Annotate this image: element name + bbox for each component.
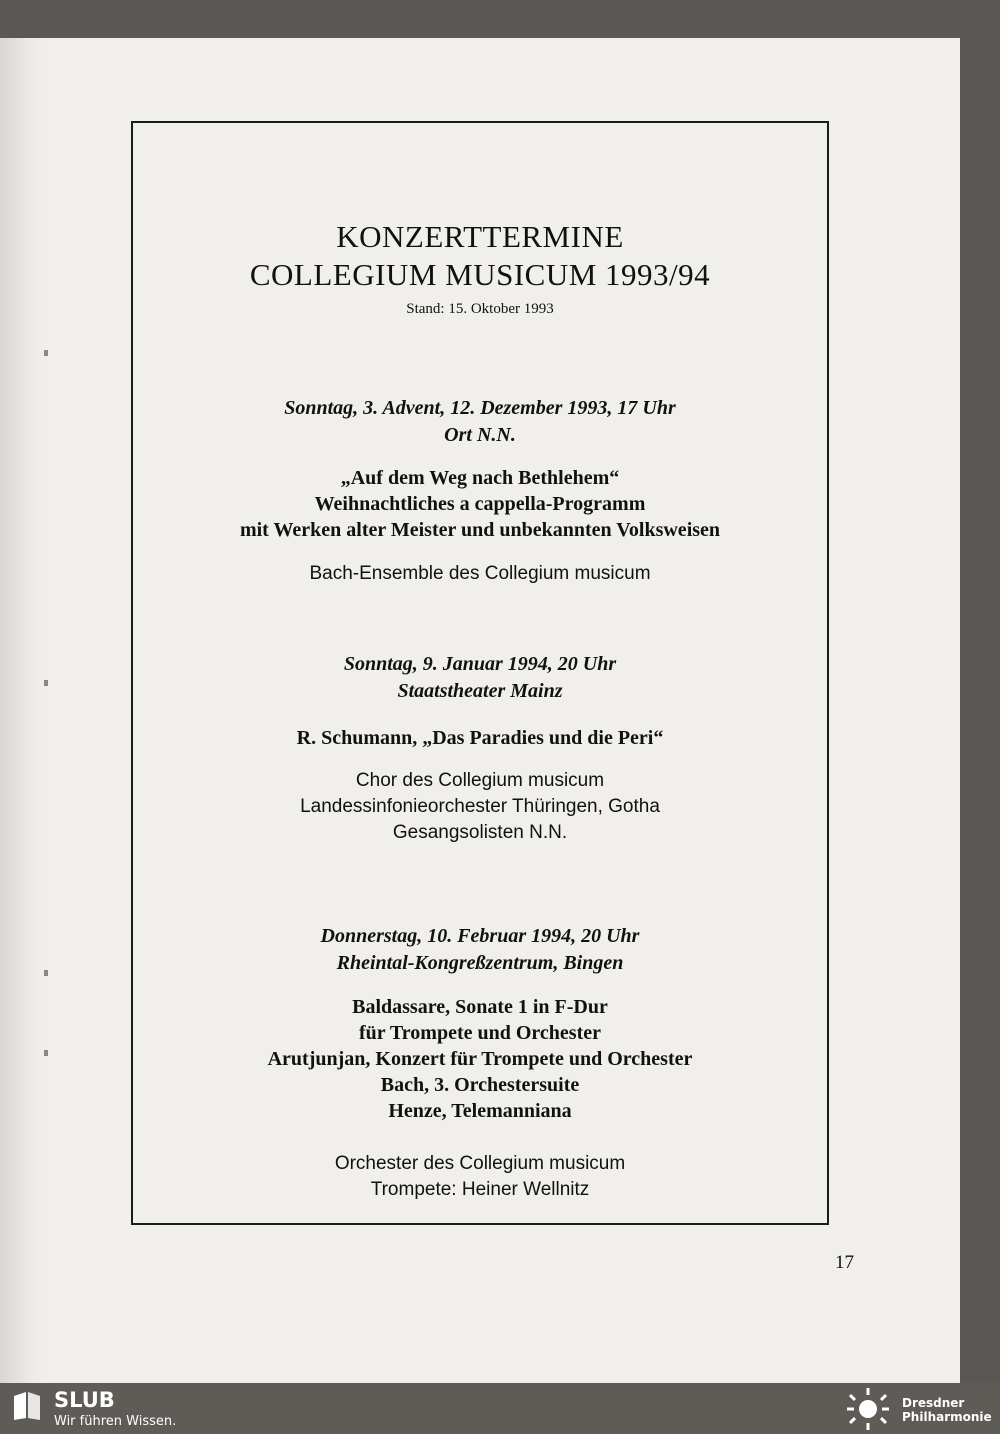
concert-venue: Staatstheater Mainz [397, 680, 563, 702]
philharmonie-logo-icon [841, 1386, 895, 1432]
concert-date: Sonntag, 3. Advent, 12. Dezember 1993, 17 Uhr [284, 397, 676, 419]
page-subtitle: COLLEGIUM MUSICUM 1993/94 [249, 257, 711, 292]
performer-line: Orchester des Collegium musicum [334, 1153, 626, 1174]
program-line: für Trompete und Orchester [358, 1022, 602, 1044]
concert-venue: Rheintal-Kongreßzentrum, Bingen [336, 952, 624, 974]
philharmonie-line2: Philharmonie [902, 1410, 992, 1424]
program-line: Weihnachtliches a cappella-Programm [314, 493, 646, 515]
page-spine [0, 38, 46, 1383]
page-title: KONZERTTERMINE [336, 219, 624, 254]
program-line: „Auf dem Weg nach Bethlehem“ [340, 467, 620, 489]
philharmonie-logo-text [902, 1396, 992, 1424]
philharmonie-line1: Dresdner [902, 1396, 965, 1410]
slub-tagline: Wir führen Wissen. [54, 1414, 177, 1429]
staple-mark [44, 680, 48, 686]
performer-line: Gesangsolisten N.N. [392, 822, 568, 843]
program-line: R. Schumann, „Das Paradies und die Peri“ [296, 727, 664, 749]
slub-logo-text: SLUB [54, 1388, 115, 1412]
staple-mark [44, 350, 48, 356]
program-line: Arutjunjan, Konzert für Trompete und Orchester [267, 1048, 693, 1070]
staple-mark [44, 1050, 48, 1056]
page-number: 17 [835, 1252, 854, 1273]
stand-date: Stand: 15. Oktober 1993 [406, 301, 554, 317]
performer-line: Trompete: Heiner Wellnitz [370, 1179, 590, 1200]
program-line: mit Werken alter Meister und unbekannten Volksweisen [239, 519, 721, 541]
concert-schedule-frame [131, 121, 829, 1225]
concert-date: Sonntag, 9. Januar 1994, 20 Uhr [343, 653, 617, 675]
staple-mark [44, 970, 48, 976]
performer-line: Chor des Collegium musicum [355, 770, 605, 791]
performer-line: Bach-Ensemble des Collegium musicum [309, 563, 651, 584]
performer-line: Landessinfonieorchester Thüringen, Gotha [300, 796, 660, 817]
program-line: Baldassare, Sonate 1 in F-Dur [352, 996, 608, 1018]
slub-logo-icon [10, 1390, 44, 1422]
program-line: Henze, Telemanniana [388, 1100, 572, 1122]
concert-venue: Ort N.N. [444, 424, 516, 446]
concert-date: Donnerstag, 10. Februar 1994, 20 Uhr [320, 925, 640, 947]
program-line: Bach, 3. Orchestersuite [380, 1074, 580, 1096]
